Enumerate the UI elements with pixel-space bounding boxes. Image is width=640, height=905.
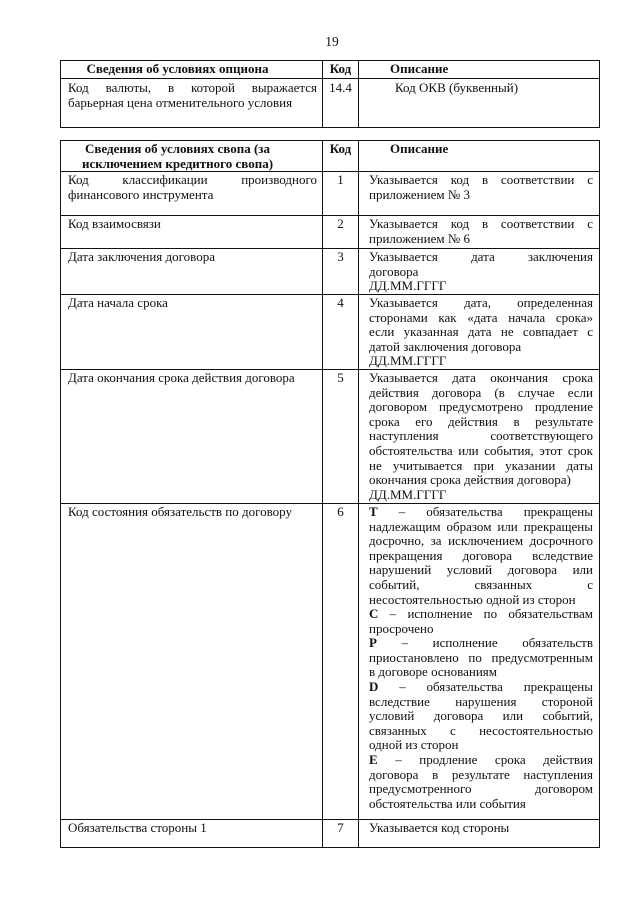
text-line: Обязательства стороны 1: [68, 819, 207, 835]
field-description-cell: [359, 79, 600, 128]
text-line: Указывается код в соответствии с: [369, 216, 593, 232]
text-line: Код взаимосвязи: [68, 216, 161, 232]
text-line: ДД.ММ.ГГГГ: [369, 353, 447, 369]
party1-obligations-row: [61, 819, 600, 847]
text-line: Код валюты, в которой выражается: [68, 80, 317, 95]
text-line: связанных с несостоятельностью: [369, 722, 593, 738]
text-line: Указывается дата, определенная: [369, 294, 593, 310]
field-code-cell: 14.4: [323, 79, 359, 128]
derivative-classification-row: [61, 172, 600, 216]
text-line: исключением кредитного свопа): [81, 155, 274, 171]
text-line: ДД.ММ.ГГГГ: [369, 486, 447, 502]
text-line: Дата окончания срока действия договора: [68, 369, 295, 385]
text-line: [369, 505, 593, 520]
text-line: нарушений условий договора или: [369, 562, 593, 578]
text-line: вследствие нарушения стороной: [369, 693, 593, 709]
text-line: [369, 753, 593, 768]
text-line: просрочено: [369, 620, 434, 636]
text-line: надлежащим образом или прекращены: [369, 518, 593, 534]
text-line: условий договора или событий,: [369, 708, 593, 724]
field-description-cell: [359, 369, 600, 503]
field-name-cell: [61, 249, 323, 295]
field-name-cell: [61, 819, 323, 847]
text-line: [369, 636, 593, 651]
table-header-row: [61, 141, 600, 172]
field-code-cell: 5: [323, 369, 359, 503]
field-code-cell: 1: [323, 172, 359, 216]
text-line: ДД.ММ.ГГГГ: [369, 278, 447, 294]
field-description-cell: [359, 249, 600, 295]
field-name-cell: [61, 294, 323, 369]
term-start-date-row: [61, 294, 600, 369]
text-line: [369, 680, 593, 695]
text-line: финансового инструмента: [68, 186, 214, 202]
status-code-label: C: [369, 606, 379, 622]
header-conditions: [61, 61, 323, 79]
text-line: обстоятельства или события, этот срок: [369, 442, 593, 458]
text-line: Указывается дата заключения: [369, 249, 593, 265]
field-code-cell: 2: [323, 216, 359, 249]
text-line: договора в результате наступления: [369, 766, 593, 782]
text-line: в договоре основаниям: [369, 664, 497, 680]
text-line-content: – обязательства прекращены: [398, 503, 593, 519]
field-code-cell: 6: [323, 503, 359, 819]
option-conditions-table: [60, 60, 600, 128]
text-line: событий, связанных с: [369, 576, 593, 592]
text-line: не учитывается при указании даты: [369, 457, 593, 473]
header-code: Код: [323, 61, 359, 79]
text-line: действия договора (в случае если: [369, 384, 593, 400]
text-line: срока его действия в результате: [369, 413, 593, 429]
text-line: приложением № 3: [369, 186, 470, 202]
status-code-label: P: [369, 635, 377, 651]
relationship-code-row: [61, 216, 600, 249]
text-line-content: – продление срока действия: [395, 752, 594, 768]
text-line: несостоятельностью одной из сторон: [369, 591, 576, 607]
text-line: Код ОКВ (буквенный): [395, 80, 519, 95]
field-name-cell: [61, 172, 323, 216]
text-line: Дата начала срока: [68, 294, 168, 310]
header-conditions: [61, 141, 323, 172]
text-line: приложением № 6: [369, 230, 470, 246]
table-header-row: [61, 61, 600, 79]
text-line: [369, 607, 593, 622]
text-line: прекращения договора вследствие: [369, 547, 593, 563]
text-line: Указывается код в соответствии с: [369, 172, 593, 188]
text-line: Сведения об условиях свопа (за: [85, 141, 270, 156]
header-code: Код: [323, 141, 359, 172]
field-name-cell: [61, 503, 323, 819]
field-name-cell: [61, 79, 323, 128]
field-description-cell: [359, 172, 600, 216]
contract-end-date-row: [61, 369, 600, 503]
text-line: Код состояния обязательств по договору: [68, 503, 293, 519]
status-code-label: E: [369, 752, 378, 768]
text-line: окончания срока действия договора): [369, 472, 571, 488]
text-line: одной из сторон: [369, 737, 459, 753]
text-line: досрочно, за исключением досрочного: [369, 533, 593, 549]
text-line: предусмотренного договором: [369, 781, 593, 797]
text-line-content: – исполнение по обязательствам: [389, 606, 593, 622]
field-code-cell: 3: [323, 249, 359, 295]
text-line-content: – обязательства прекращены: [399, 679, 593, 695]
text-line: сторонами как «дата начала срока»: [369, 309, 593, 325]
header-description: Описание: [359, 141, 600, 172]
field-description-cell: [359, 216, 600, 249]
swap-conditions-table: [60, 140, 600, 848]
text-line: датой заключения договора: [369, 338, 522, 354]
text-line: договора: [369, 263, 419, 279]
header-description: Описание: [359, 61, 600, 79]
text-line: наступления соответствующего: [369, 428, 593, 444]
text-line: Указывается код стороны: [369, 819, 510, 835]
text-line: приостановлено по предусмотренным: [369, 649, 593, 665]
text-line: Код классификации производного: [68, 172, 317, 188]
field-description-cell: [359, 503, 600, 819]
field-description-cell: [359, 819, 600, 847]
status-code-label: D: [369, 679, 379, 695]
text-line: Дата заключения договора: [68, 249, 215, 265]
field-name-cell: [61, 216, 323, 249]
obligation-status-row: [61, 503, 600, 819]
barrier-currency-row: [61, 79, 600, 128]
field-code-cell: 7: [323, 819, 359, 847]
text-line: договором предусмотрено продление: [369, 399, 593, 415]
status-code-label: T: [369, 503, 378, 519]
field-description-cell: [359, 294, 600, 369]
field-name-cell: [61, 369, 323, 503]
text-line: Сведения об условиях опциона: [86, 61, 269, 76]
page-number: 19: [325, 34, 339, 49]
text-line-content: – исполнение обязательств: [401, 635, 593, 651]
text-line: барьерная цена отменительного условия: [68, 94, 293, 110]
text-line: обстоятельства или события: [369, 795, 526, 811]
field-code-cell: 4: [323, 294, 359, 369]
text-line: Указывается дата окончания срока: [369, 369, 593, 385]
text-line: если указанная дата не совпадает с: [369, 324, 593, 340]
contract-date-row: [61, 249, 600, 295]
